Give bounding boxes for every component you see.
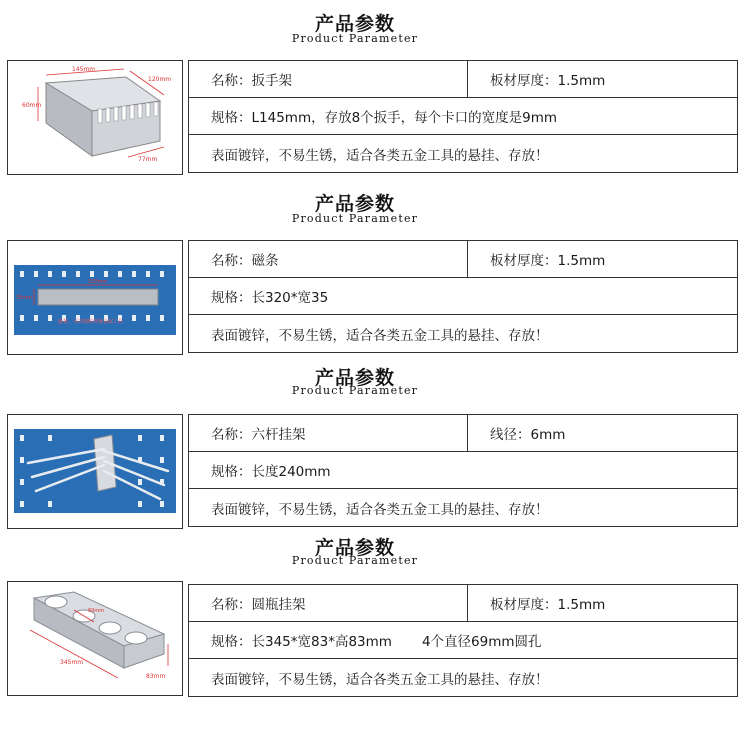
product-name: 名称：圆瓶挂架	[211, 597, 306, 613]
product-image-six-rod-rack	[7, 414, 183, 529]
spec-text: 规格：长320*宽35	[211, 290, 329, 306]
table-row	[189, 241, 737, 278]
product-spec	[189, 622, 542, 658]
table-row	[189, 135, 737, 172]
section-title: 产品参数	[314, 193, 395, 215]
spec-text: 规格：长度240mm	[211, 464, 331, 480]
section-subtitle: Product Parameter	[291, 212, 419, 225]
product-description: 表面镀锌，不易生锈，适合各类五金工具的悬挂、存放！	[211, 501, 549, 518]
section-title: 产品参数	[314, 537, 395, 559]
section-subtitle: Product Parameter	[291, 384, 419, 397]
section-subtitle: Product Parameter	[291, 32, 419, 45]
section-title: 产品参数	[314, 13, 395, 35]
dim-label: 345mm	[60, 659, 84, 666]
product-thickness: 板材厚度：1.5mm	[467, 61, 605, 97]
product-wire-diameter: 线径：6mm	[467, 415, 565, 451]
table-row	[189, 415, 737, 452]
table-row	[189, 659, 737, 696]
product-description: 表面镀锌，不易生锈，适合各类五金工具的悬挂、存放！	[211, 327, 549, 344]
table-row	[189, 452, 737, 489]
product-thickness: 板材厚度：1.5mm	[467, 585, 605, 621]
table-row	[189, 622, 737, 659]
product-description: 表面镀锌，不易生锈，适合各类五金工具的悬挂、存放！	[211, 671, 549, 688]
product-name: 名称：磁条	[211, 253, 279, 269]
table-row	[189, 315, 737, 352]
dim-label: 120mm	[148, 76, 172, 83]
dim-label: 145mm	[72, 66, 96, 73]
dim-label: 69mm	[88, 608, 105, 614]
product-image-magnetic-strip	[7, 240, 183, 355]
product-name: 名称：扳手架	[211, 73, 292, 89]
parameter-table	[188, 414, 738, 527]
caption-label: 磁条，可以吸附各种金属工具	[58, 319, 124, 325]
spec-extra-text: 4个直径69mm圆孔	[421, 634, 542, 650]
product-spec	[189, 452, 331, 488]
product-name: 名称：六杆挂架	[211, 427, 306, 443]
product-thickness: 板材厚度：1.5mm	[467, 241, 605, 277]
product-spec	[189, 278, 328, 314]
table-row	[189, 278, 737, 315]
dim-label: 83mm	[146, 673, 166, 680]
section-subtitle: Product Parameter	[291, 554, 419, 567]
table-row	[189, 98, 737, 135]
spec-text: 规格：L145mm，存放8个扳手，每个卡口的宽度是9mm	[211, 110, 558, 126]
table-row	[189, 489, 737, 526]
parameter-table	[188, 584, 738, 697]
section-title: 产品参数	[314, 367, 395, 389]
table-row	[189, 61, 737, 98]
spec-text: 规格：长345*宽83*高83mm	[211, 634, 392, 650]
dim-label: 60mm	[22, 102, 42, 109]
product-image-bottle-rack	[7, 581, 183, 696]
dim-label: 320mm	[88, 279, 108, 285]
dim-label: 77mm	[138, 156, 158, 163]
product-description: 表面镀锌，不易生锈，适合各类五金工具的悬挂、存放！	[211, 147, 549, 164]
product-image-wrench-rack	[7, 60, 183, 175]
parameter-table	[188, 60, 738, 173]
table-row	[189, 585, 737, 622]
parameter-table	[188, 240, 738, 353]
product-spec	[189, 98, 557, 134]
dim-label: 35mm	[16, 295, 33, 301]
